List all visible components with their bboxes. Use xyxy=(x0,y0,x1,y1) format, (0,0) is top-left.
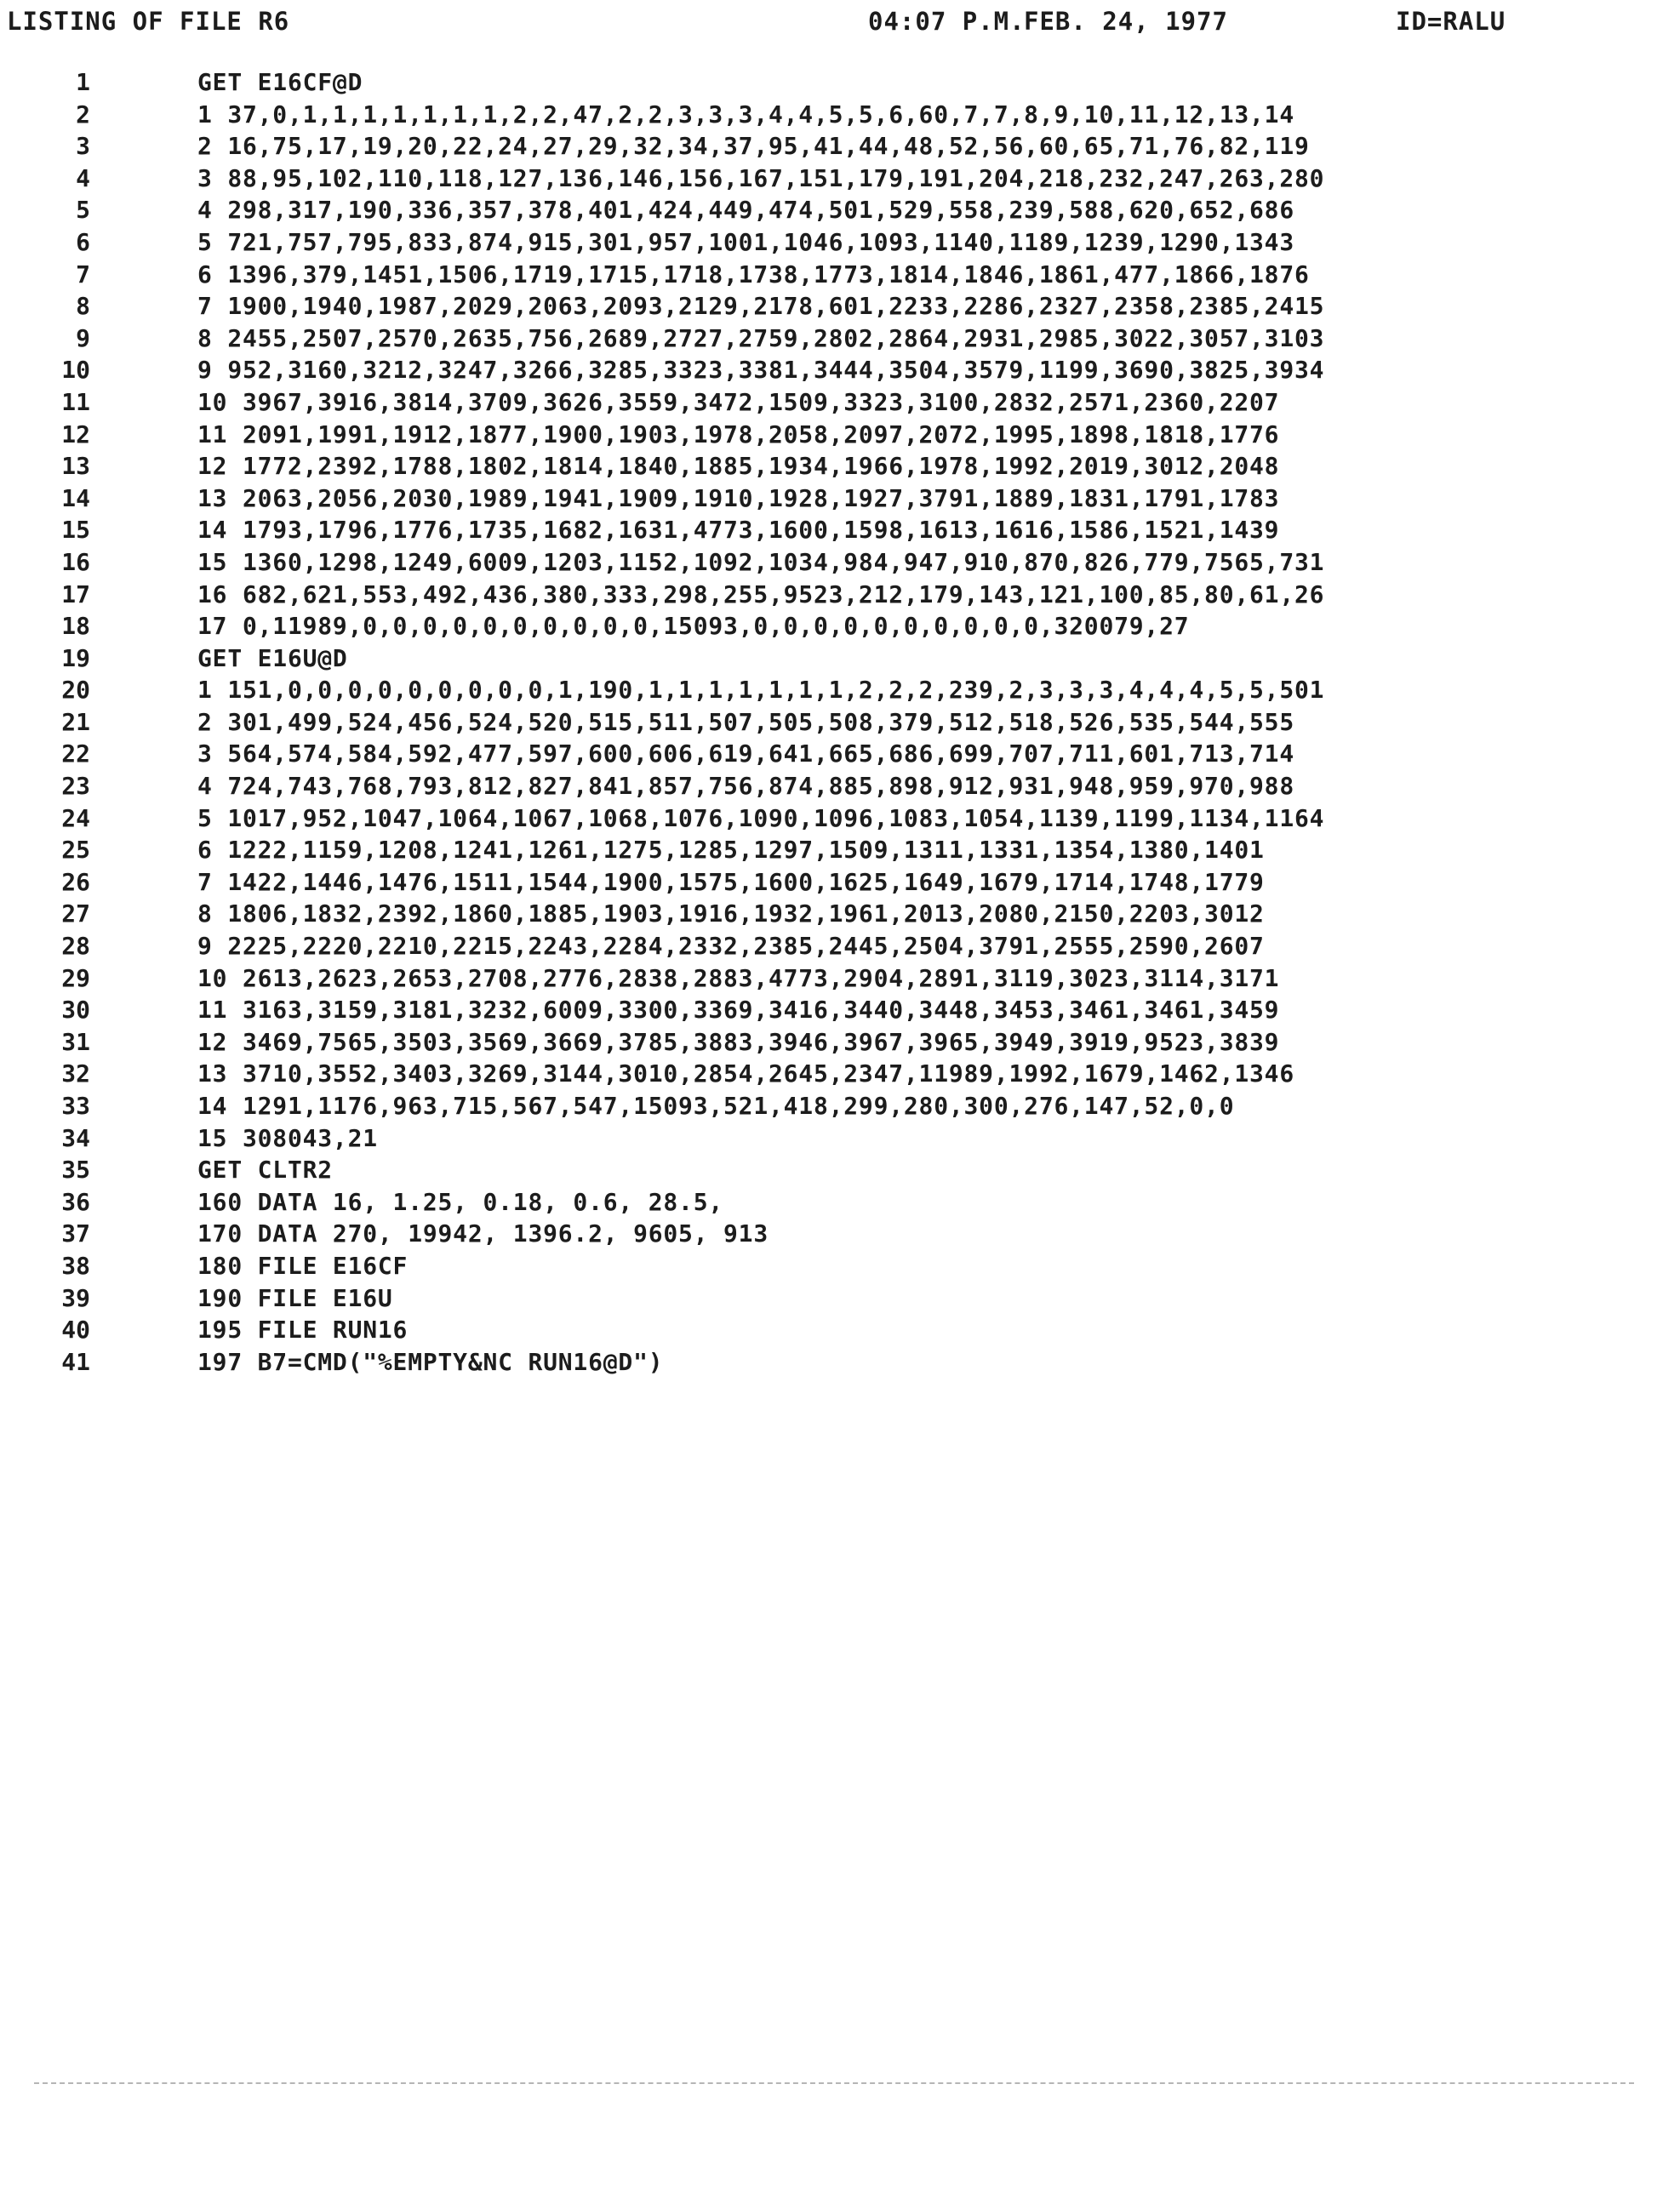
listing-line xyxy=(0,1090,1680,1122)
listing-line xyxy=(0,1154,1680,1186)
listing-line xyxy=(0,1026,1680,1059)
listing-line xyxy=(0,419,1680,451)
line-text: 4 724,743,768,793,812,827,841,857,756,874,885,898,912,931,948,959,970,988 xyxy=(197,772,1294,801)
listing-line xyxy=(0,1058,1680,1090)
listing-title: LISTING OF FILE R6 xyxy=(7,7,290,36)
listing-line xyxy=(0,354,1680,386)
line-text: 13 2063,2056,2030,1989,1941,1909,1910,1928,1927,3791,1889,1831,1791,1783 xyxy=(197,483,1280,512)
listing-line xyxy=(0,642,1680,675)
line-number: 38 xyxy=(61,1251,90,1280)
line-text: GET CLTR2 xyxy=(197,1156,333,1185)
line-number: 6 xyxy=(76,227,90,256)
line-number: 36 xyxy=(61,1187,90,1216)
line-number: 26 xyxy=(61,867,90,896)
line-number: 28 xyxy=(61,932,90,961)
line-number: 22 xyxy=(61,739,90,768)
line-text: 1 37,0,1,1,1,1,1,1,1,2,2,47,2,2,3,3,3,4,4,5,5,6,60,7,7,8,9,10,11,12,13,14 xyxy=(197,100,1294,128)
line-number: 41 xyxy=(61,1347,90,1376)
listing-line xyxy=(0,259,1680,291)
line-number: 4 xyxy=(76,163,90,192)
line-text: 11 2091,1991,1912,1877,1900,1903,1978,2058,2097,2072,1995,1898,1818,1776 xyxy=(197,420,1280,448)
listing-line xyxy=(0,450,1680,483)
listing-line xyxy=(0,930,1680,962)
listing-line xyxy=(0,546,1680,579)
listing-line xyxy=(0,610,1680,642)
line-number: 23 xyxy=(61,772,90,801)
listing-line xyxy=(0,1250,1680,1282)
line-text: 2 301,499,524,456,524,520,515,511,507,505,508,379,512,518,526,535,544,555 xyxy=(197,707,1294,736)
line-number: 39 xyxy=(61,1283,90,1312)
listing-line xyxy=(0,579,1680,611)
line-number: 25 xyxy=(61,836,90,865)
line-number: 31 xyxy=(61,1027,90,1056)
listing-time: 04:07 P.M. xyxy=(868,7,1026,36)
line-text: 9 952,3160,3212,3247,3266,3285,3323,3381,3444,3504,3579,1199,3690,3825,3934 xyxy=(197,356,1325,385)
line-text: 15 308043,21 xyxy=(197,1123,378,1152)
line-text: 7 1900,1940,1987,2029,2063,2093,2129,2178,601,2233,2286,2327,2358,2385,2415 xyxy=(197,292,1325,321)
listing-line xyxy=(0,66,1680,99)
line-text: 6 1222,1159,1208,1241,1261,1275,1285,1297,1509,1311,1331,1354,1380,1401 xyxy=(197,836,1265,865)
scan-artifact-line xyxy=(34,2082,1634,2084)
listing-line xyxy=(0,99,1680,131)
listing-line xyxy=(0,738,1680,770)
listing-line xyxy=(0,514,1680,546)
listing-line xyxy=(0,802,1680,835)
listing-line xyxy=(0,1186,1680,1219)
line-text: 14 1793,1796,1776,1735,1682,1631,4773,1600,1598,1613,1616,1586,1521,1439 xyxy=(197,516,1280,545)
line-text: 10 3967,3916,3814,3709,3626,3559,3472,1509,3323,3100,2832,2571,2360,2207 xyxy=(197,387,1280,416)
code-listing xyxy=(0,66,1680,1378)
line-text: 13 3710,3552,3403,3269,3144,3010,2854,2645,2347,11989,1992,1679,1462,1346 xyxy=(197,1059,1294,1088)
line-number: 12 xyxy=(61,420,90,448)
listing-line xyxy=(0,1346,1680,1379)
line-text: 4 298,317,190,336,357,378,401,424,449,474,501,529,558,239,588,620,652,686 xyxy=(197,196,1294,225)
line-number: 14 xyxy=(61,483,90,512)
line-text: 195 FILE RUN16 xyxy=(197,1316,409,1345)
listing-line xyxy=(0,226,1680,259)
listing-line xyxy=(0,163,1680,195)
line-number: 30 xyxy=(61,996,90,1025)
line-text: 8 1806,1832,2392,1860,1885,1903,1916,1932,1961,2013,2080,2150,2203,3012 xyxy=(197,899,1265,928)
line-text: 14 1291,1176,963,715,567,547,15093,521,418,299,280,300,276,147,52,0,0 xyxy=(197,1092,1235,1120)
listing-line xyxy=(0,386,1680,419)
line-number: 8 xyxy=(76,292,90,321)
listing-id: ID=RALU xyxy=(1396,7,1506,36)
line-text: 180 FILE E16CF xyxy=(197,1251,409,1280)
line-number: 2 xyxy=(76,100,90,128)
line-text: 170 DATA 270, 19942, 1396.2, 9605, 913 xyxy=(197,1219,769,1248)
line-text: 1 151,0,0,0,0,0,0,0,0,0,1,190,1,1,1,1,1,1,1,2,2,2,239,2,3,3,3,4,4,4,5,5,501 xyxy=(197,676,1325,705)
listing-line xyxy=(0,483,1680,515)
line-number: 34 xyxy=(61,1123,90,1152)
line-number: 19 xyxy=(61,643,90,672)
line-number: 5 xyxy=(76,196,90,225)
listing-line xyxy=(0,194,1680,226)
line-number: 13 xyxy=(61,452,90,481)
line-number: 24 xyxy=(61,803,90,832)
listing-line xyxy=(0,898,1680,930)
line-number: 3 xyxy=(76,132,90,161)
line-text: GET E16U@D xyxy=(197,643,348,672)
listing-line xyxy=(0,1314,1680,1346)
line-text: GET E16CF@D xyxy=(197,68,363,96)
line-text: 7 1422,1446,1476,1511,1544,1900,1575,1600,1625,1649,1679,1714,1748,1779 xyxy=(197,867,1265,896)
line-text: 15 1360,1298,1249,6009,1203,1152,1092,1034,984,947,910,870,826,779,7565,731 xyxy=(197,547,1325,576)
line-number: 11 xyxy=(61,387,90,416)
line-number: 20 xyxy=(61,676,90,705)
line-text: 12 3469,7565,3503,3569,3669,3785,3883,3946,3967,3965,3949,3919,9523,3839 xyxy=(197,1027,1280,1056)
listing-line xyxy=(0,770,1680,802)
line-text: 10 2613,2623,2653,2708,2776,2838,2883,4773,2904,2891,3119,3023,3114,3171 xyxy=(197,963,1280,992)
line-number: 33 xyxy=(61,1092,90,1120)
line-text: 160 DATA 16, 1.25, 0.18, 0.6, 28.5, xyxy=(197,1187,724,1216)
line-text: 9 2225,2220,2210,2215,2243,2284,2332,2385,2445,2504,3791,2555,2590,2607 xyxy=(197,932,1265,961)
line-number: 7 xyxy=(76,260,90,288)
line-text: 6 1396,379,1451,1506,1719,1715,1718,1738,1773,1814,1846,1861,477,1866,1876 xyxy=(197,260,1310,288)
line-number: 35 xyxy=(61,1156,90,1185)
line-text: 5 721,757,795,833,874,915,301,957,1001,1046,1093,1140,1189,1239,1290,1343 xyxy=(197,227,1294,256)
listing-line xyxy=(0,706,1680,739)
line-text: 197 B7=CMD("%EMPTY&NC RUN16@D") xyxy=(197,1347,664,1376)
listing-line xyxy=(0,1218,1680,1250)
listing-line xyxy=(0,834,1680,866)
line-number: 21 xyxy=(61,707,90,736)
line-text: 5 1017,952,1047,1064,1067,1068,1076,1090,1096,1083,1054,1139,1199,1134,1164 xyxy=(197,803,1325,832)
listing-date: FEB. 24, 1977 xyxy=(1024,7,1228,36)
listing-line xyxy=(0,994,1680,1026)
line-number: 15 xyxy=(61,516,90,545)
listing-line xyxy=(0,1122,1680,1155)
line-text: 8 2455,2507,2570,2635,756,2689,2727,2759,2802,2864,2931,2985,3022,3057,3103 xyxy=(197,323,1325,352)
line-text: 11 3163,3159,3181,3232,6009,3300,3369,3416,3440,3448,3453,3461,3461,3459 xyxy=(197,996,1280,1025)
listing-header xyxy=(0,7,1680,41)
line-text: 12 1772,2392,1788,1802,1814,1840,1885,1934,1966,1978,1992,2019,3012,2048 xyxy=(197,452,1280,481)
listing-line xyxy=(0,962,1680,995)
listing-line xyxy=(0,323,1680,355)
line-text: 16 682,621,553,492,436,380,333,298,255,9523,212,179,143,121,100,85,80,61,26 xyxy=(197,580,1325,608)
line-text: 17 0,11989,0,0,0,0,0,0,0,0,0,0,15093,0,0,0,0,0,0,0,0,0,0,320079,27 xyxy=(197,612,1190,641)
line-number: 29 xyxy=(61,963,90,992)
line-number: 1 xyxy=(76,68,90,96)
line-number: 37 xyxy=(61,1219,90,1248)
line-number: 18 xyxy=(61,612,90,641)
line-number: 10 xyxy=(61,356,90,385)
listing-line xyxy=(0,674,1680,706)
line-number: 16 xyxy=(61,547,90,576)
line-number: 40 xyxy=(61,1316,90,1345)
line-text: 3 564,574,584,592,477,597,600,606,619,641,665,686,699,707,711,601,713,714 xyxy=(197,739,1294,768)
listing-line xyxy=(0,290,1680,323)
line-number: 27 xyxy=(61,899,90,928)
line-number: 17 xyxy=(61,580,90,608)
listing-line xyxy=(0,866,1680,899)
line-number: 9 xyxy=(76,323,90,352)
line-text: 190 FILE E16U xyxy=(197,1283,393,1312)
listing-line xyxy=(0,130,1680,163)
line-number: 32 xyxy=(61,1059,90,1088)
listing-line xyxy=(0,1282,1680,1315)
line-text: 3 88,95,102,110,118,127,136,146,156,167,151,179,191,204,218,232,247,263,280 xyxy=(197,163,1325,192)
line-text: 2 16,75,17,19,20,22,24,27,29,32,34,37,95,41,44,48,52,56,60,65,71,76,82,119 xyxy=(197,132,1310,161)
